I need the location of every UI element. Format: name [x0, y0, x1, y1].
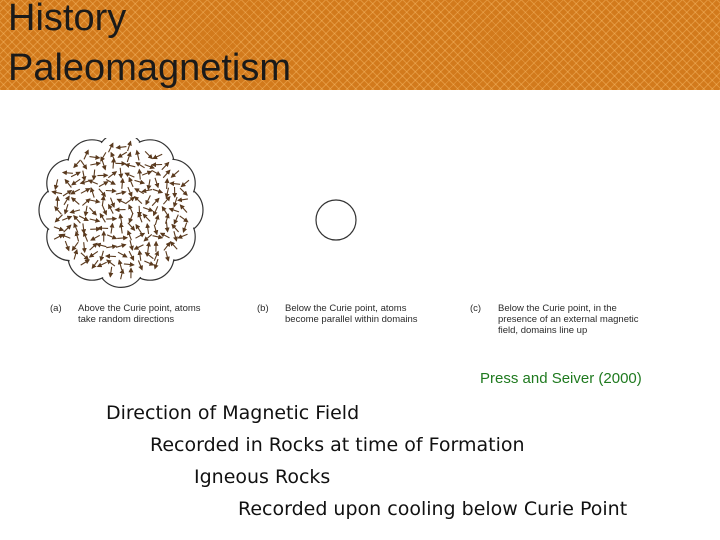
panel-a-random-atoms: [39, 138, 203, 287]
domain-0: [316, 200, 356, 240]
bullet-cooling-curie-point: Recorded upon cooling below Curie Point: [238, 498, 628, 520]
curie-point-diagram: [36, 138, 676, 298]
domain-outline: [316, 200, 356, 240]
caption-c-text: Below the Curie point, in the presence of an external magnetic field, domains line up: [498, 303, 639, 336]
atom-arrow: [117, 238, 127, 239]
bullet-igneous-rocks: Igneous Rocks: [194, 466, 331, 488]
slide-title-paleomagnetism: Paleomagnetism: [8, 47, 292, 89]
caption-c-tag: (c): [470, 303, 482, 314]
atom-arrow: [167, 179, 168, 189]
caption-a-tag: (a): [50, 303, 62, 314]
caption-b-tag: (b): [257, 303, 269, 314]
atom-arrow: [106, 256, 116, 257]
bullet-recorded-in-rocks: Recorded in Rocks at time of Formation: [150, 434, 525, 456]
caption-b-text: Below the Curie point, atoms become parallel within domains: [285, 303, 418, 325]
bullet-direction-magnetic-field: Direction of Magnetic Field: [106, 402, 360, 424]
atom-arrow: [106, 191, 116, 192]
slide-title-history: History: [8, 0, 127, 39]
caption-a-text: Above the Curie point, atoms take random directions: [78, 303, 201, 325]
panel-b-parallel-domains: [316, 200, 356, 240]
title-banner: [0, 0, 720, 90]
citation: Press and Seiver (2000): [480, 370, 642, 387]
